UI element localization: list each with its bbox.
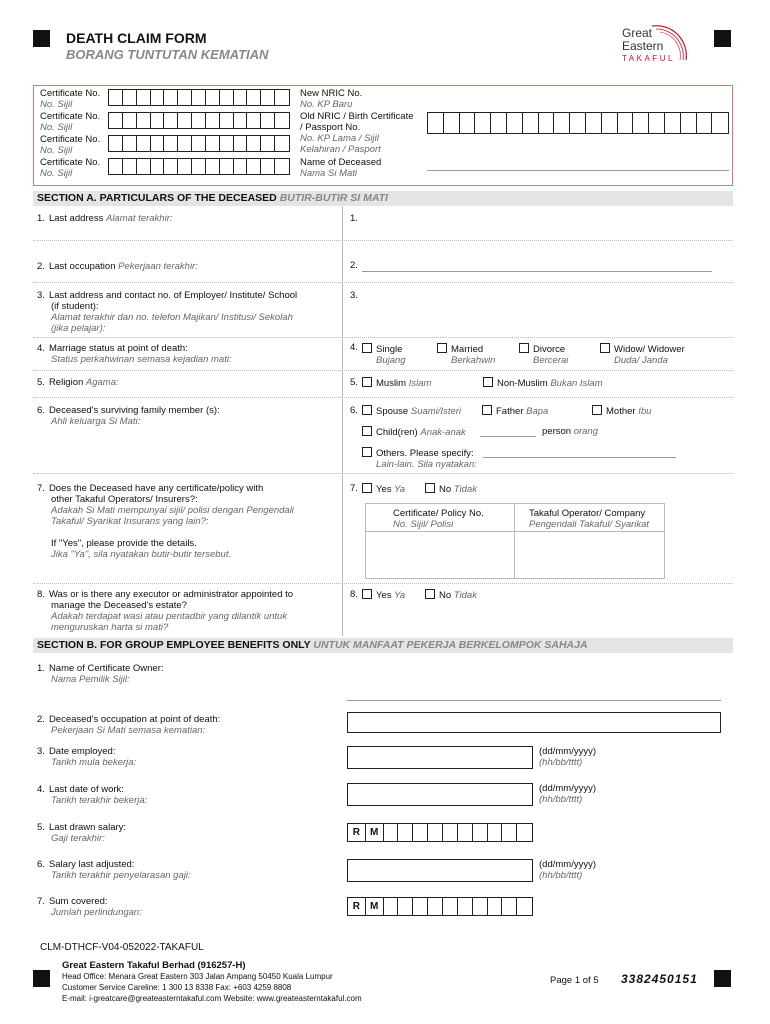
deceased-name-label: Name of Deceased Nama Si Mati bbox=[300, 157, 382, 179]
registration-mark bbox=[714, 970, 731, 987]
footer-company: Great Eastern Takaful Berhad (916257-H) bbox=[62, 960, 246, 971]
opt-q7-no[interactable]: No Tidak bbox=[425, 483, 477, 495]
opt-widow[interactable]: Widow/ Widower Duda/ Janda bbox=[600, 343, 685, 366]
opt-spouse[interactable]: Spouse Suami/Isteri bbox=[362, 405, 461, 417]
currency-m: M bbox=[366, 824, 384, 841]
checkbox-icon[interactable] bbox=[362, 483, 372, 493]
checkbox-icon[interactable] bbox=[437, 343, 447, 353]
old-nric-input[interactable] bbox=[427, 112, 729, 134]
registration-mark bbox=[33, 970, 50, 987]
page-number: Page 1 of 5 bbox=[550, 975, 599, 986]
a-a6: 6. bbox=[350, 405, 358, 416]
old-nric-label: Old NRIC / Birth Certificate / Passport No. No. KP Lama / Sijil Kelahiran / Pasport bbox=[300, 111, 414, 155]
checkbox-icon[interactable] bbox=[519, 343, 529, 353]
others-specify-input[interactable] bbox=[483, 447, 676, 458]
checkbox-icon[interactable] bbox=[362, 343, 372, 353]
opt-divorce[interactable]: Divorce Bercerai bbox=[519, 343, 568, 366]
logo-great: Great bbox=[622, 26, 653, 40]
checkbox-icon[interactable] bbox=[425, 589, 435, 599]
opt-others[interactable]: Others. Please specify: Lain-lain. Sila nyatakan: bbox=[362, 447, 477, 470]
currency-r: R bbox=[348, 824, 366, 841]
logo-takaful: TAKAFUL bbox=[622, 54, 675, 63]
last-date-work-input[interactable] bbox=[347, 783, 533, 806]
a-q6: 6. Deceased's surviving family member (s): Ahli keluarga Si Mati: bbox=[37, 405, 220, 427]
checkbox-icon[interactable] bbox=[592, 405, 602, 415]
a-q2: 2. Last occupation Pekerjaan terakhir: bbox=[37, 261, 198, 272]
certificate-no-3[interactable] bbox=[108, 135, 290, 152]
section-a-header: SECTION A. PARTICULARS OF THE DECEASED BUTIR-BUTIR SI MATI bbox=[33, 191, 733, 206]
opt-father[interactable]: Father Bapa bbox=[482, 405, 548, 417]
b-q1: 1. Name of Certificate Owner: Nama Pemilik Sijil: bbox=[37, 663, 164, 685]
opt-muslim[interactable]: Muslim Islam bbox=[362, 377, 431, 389]
nric-label: New NRIC No. No. KP Baru bbox=[300, 88, 363, 110]
a-a8: 8. bbox=[350, 589, 358, 600]
opt-single[interactable]: Single Bujang bbox=[362, 343, 406, 366]
sum-covered-input[interactable] bbox=[347, 897, 533, 916]
other-policies-table bbox=[365, 503, 665, 579]
registration-mark bbox=[33, 30, 50, 47]
registration-mark bbox=[714, 30, 731, 47]
last-occupation-input[interactable] bbox=[362, 260, 712, 272]
person-label: person orang bbox=[542, 426, 599, 437]
a-a4: 4. bbox=[350, 342, 358, 353]
certificate-no-1[interactable] bbox=[108, 89, 290, 106]
form-code: CLM-DTHCF-V04-052022-TAKAFUL bbox=[40, 942, 204, 953]
salary-adjusted-input[interactable] bbox=[347, 859, 533, 882]
certificate-no-2[interactable] bbox=[108, 112, 290, 129]
cert-label-3: Certificate No. No. Sijil bbox=[40, 134, 101, 156]
a-q3-divider bbox=[33, 337, 733, 338]
cert-label-4: Certificate No. No. Sijil bbox=[40, 157, 101, 179]
a-a2: 2. bbox=[350, 260, 358, 271]
form-title: DEATH CLAIM FORM bbox=[66, 30, 207, 46]
checkbox-icon[interactable] bbox=[482, 405, 492, 415]
date-format-hint: (dd/mm/yyyy) (hh/bb/tttt) bbox=[539, 859, 596, 881]
deceased-name-input[interactable] bbox=[427, 158, 729, 171]
currency-m: M bbox=[366, 898, 384, 915]
table-header-operator: Takaful Operator/ Company Pengendali Takaful/ Syarikat bbox=[529, 508, 650, 530]
checkbox-icon[interactable] bbox=[600, 343, 610, 353]
b-q5: 5. Last drawn salary: Gaji terakhir: bbox=[37, 822, 127, 844]
opt-q7-yes[interactable]: Yes Ya bbox=[362, 483, 405, 495]
a-a3: 3. bbox=[350, 290, 358, 301]
cert-label-2: Certificate No. No. Sijil bbox=[40, 111, 101, 133]
certificate-owner-input[interactable] bbox=[347, 690, 721, 701]
a-q7: 7. Does the Deceased have any certificate/policy with other Takaful Operators/ Insurers?: Adakah Si Mati mempunyai sijil/ polisi dengan Pengendali Takaful/ Syarikat Insurans yang lain?: If "Yes", please provide the details. Jika "Ya", sila nyatakan butir-butir tersebut. bbox=[37, 483, 294, 560]
logo-eastern: Eastern bbox=[622, 39, 664, 53]
checkbox-icon[interactable] bbox=[362, 589, 372, 599]
checkbox-icon[interactable] bbox=[425, 483, 435, 493]
b-q7: 7. Sum covered: Jumlah perlindungan: bbox=[37, 896, 142, 918]
a-q1: 1. Last address Alamat terakhir: bbox=[37, 213, 173, 224]
checkbox-icon[interactable] bbox=[362, 447, 372, 457]
certificate-no-4[interactable] bbox=[108, 158, 290, 175]
table-cell-operator[interactable] bbox=[515, 532, 664, 578]
table-cell-cert[interactable] bbox=[366, 532, 514, 578]
b-q6: 6. Salary last adjusted: Tarikh terakhir penyelarasan gaji: bbox=[37, 859, 191, 881]
table-header-cert: Certificate/ Policy No. No. Sijil/ Polisi bbox=[393, 508, 484, 530]
currency-r: R bbox=[348, 898, 366, 915]
a-a5: 5. bbox=[350, 377, 358, 388]
deceased-occupation-input[interactable] bbox=[347, 712, 721, 733]
a-q5-divider bbox=[33, 397, 733, 398]
a-q2-divider bbox=[33, 282, 733, 283]
checkbox-icon[interactable] bbox=[483, 377, 493, 387]
column-divider bbox=[342, 206, 343, 636]
footer-office: Head Office: Menara Great Eastern 303 Jalan Ampang 50450 Kuala Lumpur bbox=[62, 972, 333, 981]
barcode-number: 3382450151 bbox=[621, 972, 698, 986]
opt-mother[interactable]: Mother Ibu bbox=[592, 405, 651, 417]
footer-email: E-mail: i-greatcare@greateasterntakaful.com Website: www.greateasterntakaful.com bbox=[62, 994, 362, 1003]
company-logo bbox=[600, 20, 700, 70]
opt-married[interactable]: Married Berkahwin bbox=[437, 343, 495, 366]
checkbox-icon[interactable] bbox=[362, 377, 372, 387]
section-b-header: SECTION B. FOR GROUP EMPLOYEE BENEFITS ONLY UNTUK MANFAAT PEKERJA BERKELOMPOK SAHAJA bbox=[33, 638, 733, 653]
opt-q8-yes[interactable]: Yes Ya bbox=[362, 589, 405, 601]
a-q5: 5. Religion Agama: bbox=[37, 377, 119, 388]
footer-careline: Customer Service Careline: 1 300 13 8338 Fax: +603 4259 8808 bbox=[62, 983, 292, 992]
b-q2: 2. Deceased's occupation at point of death: Pekerjaan Si Mati semasa kematian: bbox=[37, 714, 221, 736]
form-subtitle: BORANG TUNTUTAN KEMATIAN bbox=[66, 47, 269, 62]
a-q7-divider bbox=[33, 583, 733, 584]
a-q4: 4. Marriage status at point of death: Status perkahwinan semasa kejadian mati: bbox=[37, 343, 232, 365]
opt-q8-no[interactable]: No Tidak bbox=[425, 589, 477, 601]
a-q8: 8. Was or is there any executor or administrator appointed to manage the Deceased's estate? Adakah terdapat wasi atau pentadbir yang dilantik untuk menguruskan harta si mati? bbox=[37, 589, 294, 633]
a-a7: 7. bbox=[350, 483, 358, 494]
a-q3: 3. Last address and contact no. of Employer/ Institute/ School (if student): Alamat terakhir dan no. telefon Majikan/ Institusi/ Sekolah (jika pelajar): bbox=[37, 290, 298, 334]
checkbox-icon[interactable] bbox=[362, 405, 372, 415]
opt-non-muslim[interactable]: Non-Muslim Bukan Islam bbox=[483, 377, 603, 389]
date-format-hint: (dd/mm/yyyy) (hh/bb/tttt) bbox=[539, 783, 596, 805]
checkbox-icon[interactable] bbox=[362, 426, 372, 436]
opt-children[interactable]: Child(ren) Anak-anak bbox=[362, 426, 466, 438]
a-a1: 1. bbox=[350, 213, 358, 224]
date-format-hint: (dd/mm/yyyy) (hh/bb/tttt) bbox=[539, 746, 596, 768]
a-q1-divider bbox=[33, 240, 733, 241]
a-q4-divider bbox=[33, 370, 733, 371]
b-q4: 4. Last date of work: Tarikh terakhir bekerja: bbox=[37, 784, 148, 806]
children-count-input[interactable] bbox=[480, 426, 536, 437]
last-salary-input[interactable] bbox=[347, 823, 533, 842]
a-q6-divider bbox=[33, 473, 733, 474]
b-q3: 3. Date employed: Tarikh mula bekerja: bbox=[37, 746, 137, 768]
date-employed-input[interactable] bbox=[347, 746, 533, 769]
cert-label-1: Certificate No. No. Sijil bbox=[40, 88, 101, 110]
